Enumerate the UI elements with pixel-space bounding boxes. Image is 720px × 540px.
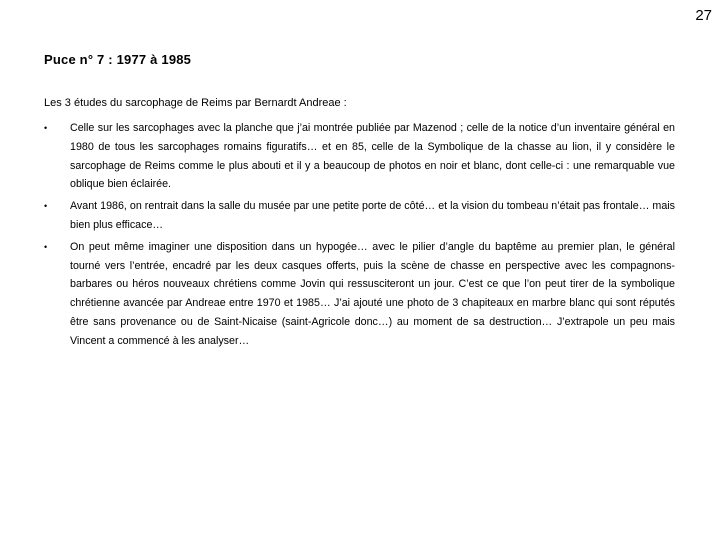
bullet-icon: • (44, 201, 48, 212)
bullet-text: Celle sur les sarcophages avec la planche que j’ai montrée publiée par Mazenod ; celle de la notice d’un inventaire général en 1980 de tous les sarcophages romains figuratifs… et en 85, celle de la Symbolique de la chasse au lion, il y considère le sarcophage de Reims comme le plus abouti et il y a beaucoup de photos en noir et blanc, dont celle-ci : une remarquable vue oblique bien éclairée. (70, 122, 675, 191)
intro-text: Les 3 études du sarcophage de Reims par Bernardt Andreae : (44, 97, 347, 109)
bullet-icon: • (44, 123, 48, 133)
bullet-item (44, 197, 675, 235)
bullet-text: On peut même imaginer une disposition dans un hypogée… avec le pilier d’angle du baptême au premier plan, le général tourné vers l’entrée, encadré par les deux casques offerts, puis la scène de chasse en perspective avec les compagnons-barbares ou héros nouveaux chrétiens comme Jovin qui ressusciteront un jour. C’est ce que l’on peut tirer de la symbolique chrétienne avancée par Andreae entre 1970 et 1985… J’ai ajouté une photo de 3 chapiteaux en marbre blanc qui sont réputés être sans provenance ou de Saint-Nicaise (saint-Agricole donc…) au moment de sa destruction… J’extrapole un peu mais Vincent a commencé à les analyser… (70, 240, 675, 347)
bullet-icon: • (44, 241, 48, 252)
bullet-list (44, 119, 675, 354)
bullet-item (44, 119, 675, 194)
bullet-text: Avant 1986, on rentrait dans la salle du musée par une petite porte de côté… et la vision du tombeau n’était pas frontale… mais bien plus efficace… (70, 200, 675, 231)
section-heading: Puce n° 7 : 1977 à 1985 (44, 52, 192, 67)
bullet-item (44, 238, 675, 351)
page-number: 27 (695, 7, 712, 24)
